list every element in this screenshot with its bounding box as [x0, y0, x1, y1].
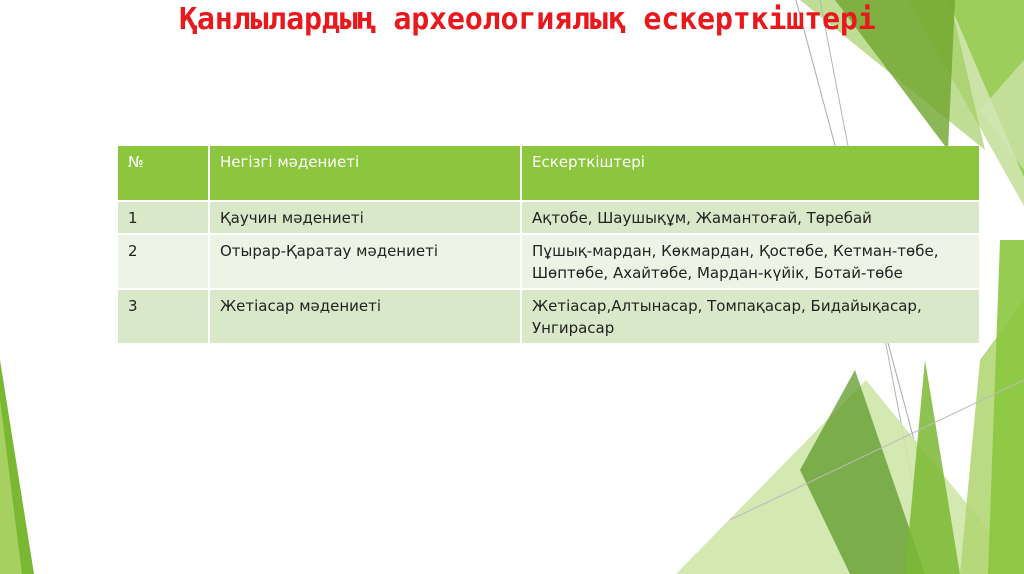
cell-number: 2 — [118, 234, 209, 289]
cell-monuments: Жетіасар,Алтынасар, Томпақасар, Бидайықасар, Унгирасар — [521, 289, 979, 343]
monuments-table — [118, 146, 979, 343]
table-row — [118, 289, 979, 343]
table-row — [118, 201, 979, 234]
cell-number: 1 — [118, 201, 209, 234]
cell-monuments: Пұшық-мардан, Көкмардан, Қостөбе, Кетман-төбе, Шөптөбе, Ахайтөбе, Мардан-күйік, Ботай-төбе — [521, 234, 979, 289]
header-culture: Негізгі мәдениеті — [209, 146, 521, 201]
cell-number: 3 — [118, 289, 209, 343]
cell-culture: Қаучин мәдениеті — [209, 201, 521, 234]
header-number: № — [118, 146, 209, 201]
cell-monuments: Ақтобе, Шаушықұм, Жамантоғай, Төребай — [521, 201, 979, 234]
cell-culture: Жетіасар мәдениеті — [209, 289, 521, 343]
table-row — [118, 234, 979, 289]
table-header-row — [118, 146, 979, 201]
cell-culture: Отырар-Қаратау мәдениеті — [209, 234, 521, 289]
slide-title: Қанлылардың археологиялық ескерткіштері — [179, 2, 876, 37]
header-monuments: Ескерткіштері — [521, 146, 979, 201]
